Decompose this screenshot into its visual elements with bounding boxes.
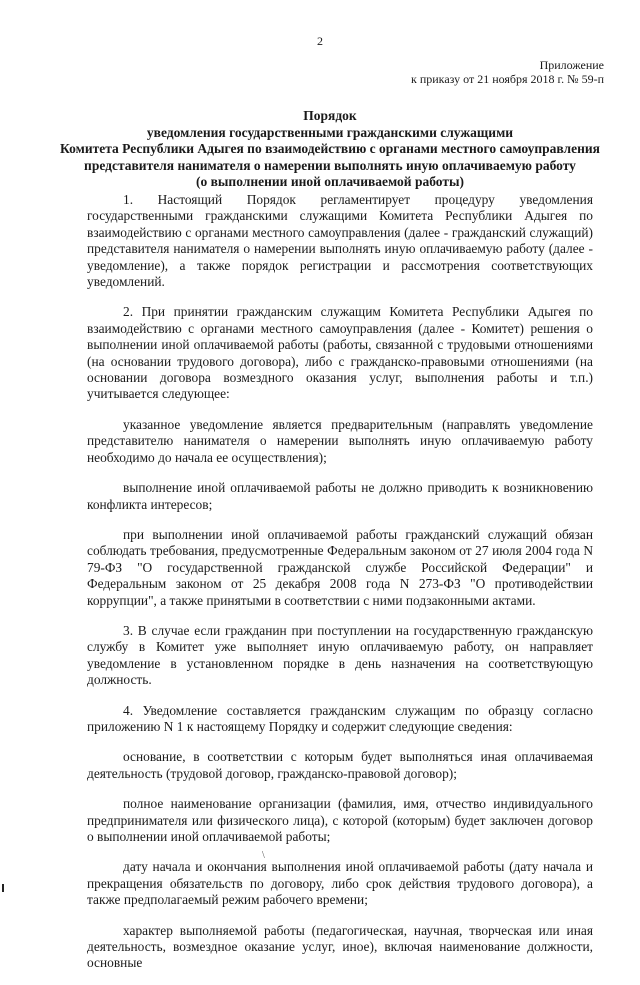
title-line-2: уведомления государственными гражданскими служащими bbox=[146, 124, 514, 140]
title-line-3: Комитета Республики Адыгея по взаимодействию с органами местного самоуправления bbox=[60, 141, 600, 156]
paragraph-4-item-4: характер выполняемой работы (педагогическая, научная, творческая или иная деятельность, возмездное оказание услуг, иное), включая наименование должности, основные bbox=[87, 922, 593, 971]
document-body bbox=[87, 192, 593, 985]
title-line-4: представителя нанимателя о намерении выполнять иную оплачиваемую работу bbox=[84, 157, 576, 173]
paragraph-1: 1. Настоящий Порядок регламентирует процедуру уведомления государственными гражданскими служащими Комитета Республики Адыгея по взаимодействию с органами местного самоуправления (далее - гражданский служащий) представителя нанимателя о намерении выполнять иную оплачиваемую работу (далее - уведомление), а также порядок регистрации и рассмотрения соответствующих уведомлений. bbox=[87, 192, 593, 290]
paragraph-4-item-1: основание, в соответствии с которым будет выполняться иная оплачиваемая деятельность (трудовой договор, гражданско-правовой договор); bbox=[87, 749, 593, 781]
appendix-label: Приложение bbox=[539, 58, 604, 72]
paragraph-2-item-3: при выполнении иной оплачиваемой работы гражданский служащий обязан соблюдать требования, предусмотренные Федеральным законом от 27 июля 2004 года N 79-ФЗ "О государственной гражданской службе Российской Федерации" и Федеральным законом от 25 декабря 2008 года N 273-ФЗ "О противодействии коррупции", а также принятыми в соответствии с ними подзаконными актами. bbox=[87, 526, 593, 608]
paragraph-4-item-2: полное наименование организации (фамилия, имя, отчество индивидуального предпринимателя или физического лица), с которой (которым) будет заключен договор о выполнении иной оплачиваемой работы; bbox=[87, 796, 593, 844]
paragraph-3: 3. В случае если гражданин при поступлении на государственную гражданскую службу в Комитет уже выполняет иную оплачиваемую работу, он направляет уведомление в установленном порядке в день назначения на соответствующую должность. bbox=[87, 622, 593, 688]
appendix-order-reference: к приказу от 21 ноября 2018 г. № 59-п bbox=[411, 72, 604, 86]
paragraph-2-item-2: выполнение иной оплачиваемой работы не должно приводить к возникновению конфликта интересов; bbox=[87, 480, 593, 512]
paragraph-4: 4. Уведомление составляется гражданским служащим по образцу согласно приложению N 1 к настоящему Порядку и содержит следующие сведения: bbox=[87, 702, 593, 734]
paragraph-2-item-1: указанное уведомление является предварительным (направлять уведомление представителю нанимателя о намерении выполнять иную оплачиваемую работу необходимо до начала ее осуществления); bbox=[87, 416, 593, 465]
page-number: 2 bbox=[317, 34, 323, 48]
paragraph-4-item-3: дату начала и окончания выполнения иной оплачиваемой работы (дату начала и прекращения обязательств по договору, либо срок действия трудового договора), а также предполагаемый режим рабочего времени; bbox=[87, 859, 593, 908]
title-line-1: Порядок bbox=[303, 108, 357, 123]
scan-edge-mark bbox=[2, 884, 4, 892]
scan-mark: \ bbox=[262, 850, 265, 861]
title-line-5: (о выполнении иной оплачиваемой работы) bbox=[195, 174, 465, 189]
appendix-reference bbox=[411, 58, 604, 86]
paragraph-2: 2. При принятии гражданским служащим Комитета Республики Адыгея по взаимодействию с органами местного самоуправления (далее - Комитет) решения о выполнении иной оплачиваемой работы (работы, связанной с трудовыми отношениями (на основании трудового договора), либо с гражданско-правовыми отношениями (на основании договора возмездного оказания услуг, выполнения работы и т.п.) учитывается следующее: bbox=[87, 304, 593, 402]
document-title bbox=[60, 108, 600, 191]
